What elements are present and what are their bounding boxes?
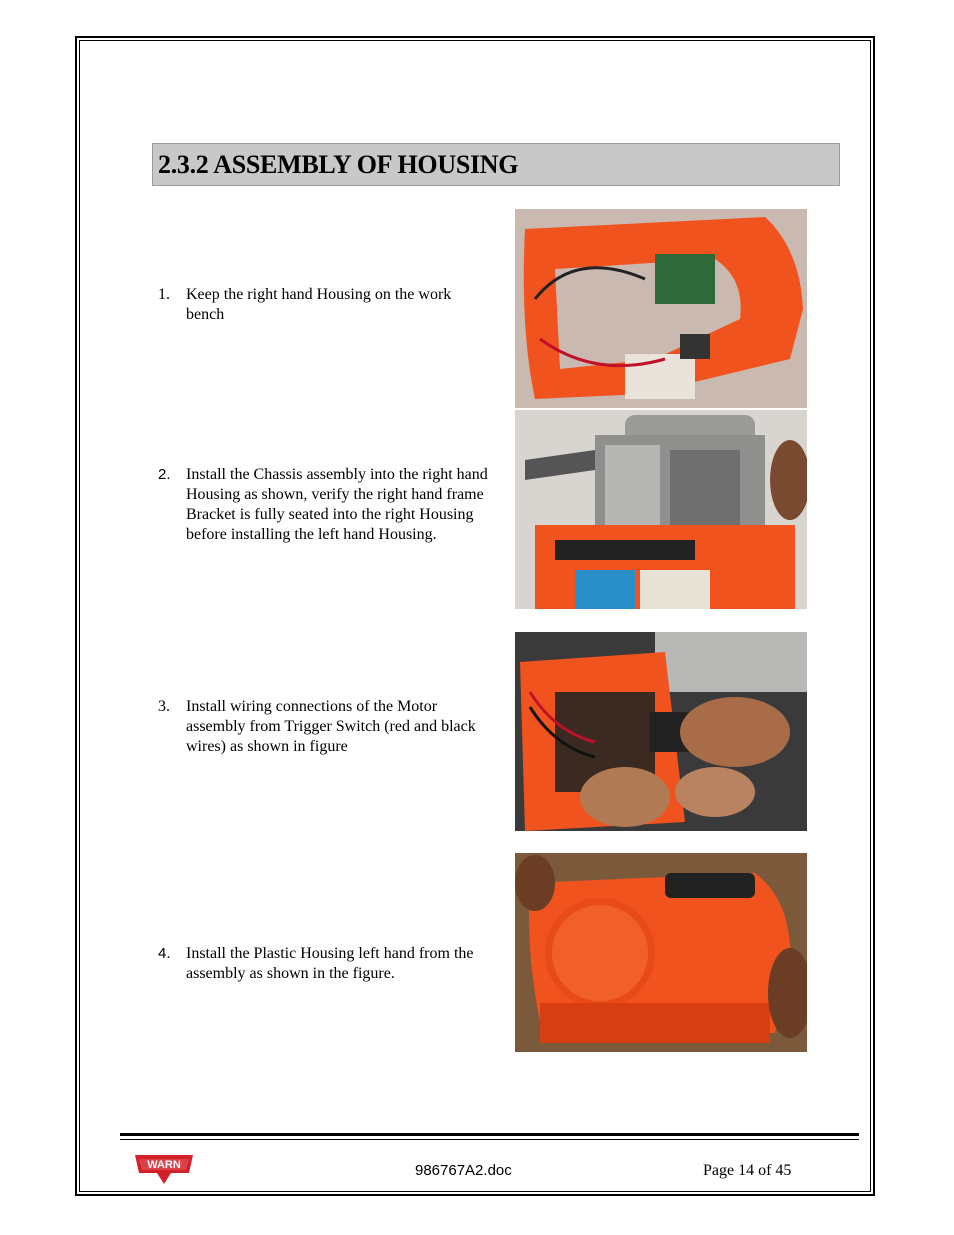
step-3-photo <box>515 632 807 831</box>
step-1 <box>158 285 488 325</box>
page-number: Page 14 of 45 <box>703 1162 792 1179</box>
warn-logo <box>133 1153 195 1185</box>
step-3-text: Install wiring connections of the Motor assembly from Trigger Switch (red and black wires) as shown in figure <box>186 698 476 755</box>
step-1-text: Keep the right hand Housing on the work bench <box>186 286 452 323</box>
step-4-photo <box>515 853 807 1052</box>
section-heading: 2.3.2 ASSEMBLY OF HOUSING <box>152 143 840 186</box>
step-4-number: 4. <box>158 945 171 962</box>
step-3 <box>158 697 488 757</box>
warn-logo-text: WARN <box>147 1159 181 1171</box>
step-2-text: Install the Chassis assembly into the right hand Housing as shown, verify the right hand frame Bracket is fully seated into the right Housing before installing the left hand Housing. <box>186 466 488 543</box>
step-4-text: Install the Plastic Housing left hand from the assembly as shown in the figure. <box>186 945 474 982</box>
document-filename: 986767A2.doc <box>415 1162 512 1179</box>
step-2-number: 2. <box>158 466 171 483</box>
step-1-photo <box>515 209 807 408</box>
step-3-number: 3. <box>158 698 170 715</box>
step-4 <box>158 944 488 984</box>
footer-rule-thick <box>120 1133 859 1136</box>
step-1-number: 1. <box>158 286 170 303</box>
step-2 <box>158 465 488 545</box>
footer-rule-thin <box>120 1139 859 1140</box>
step-2-photo <box>515 410 807 609</box>
